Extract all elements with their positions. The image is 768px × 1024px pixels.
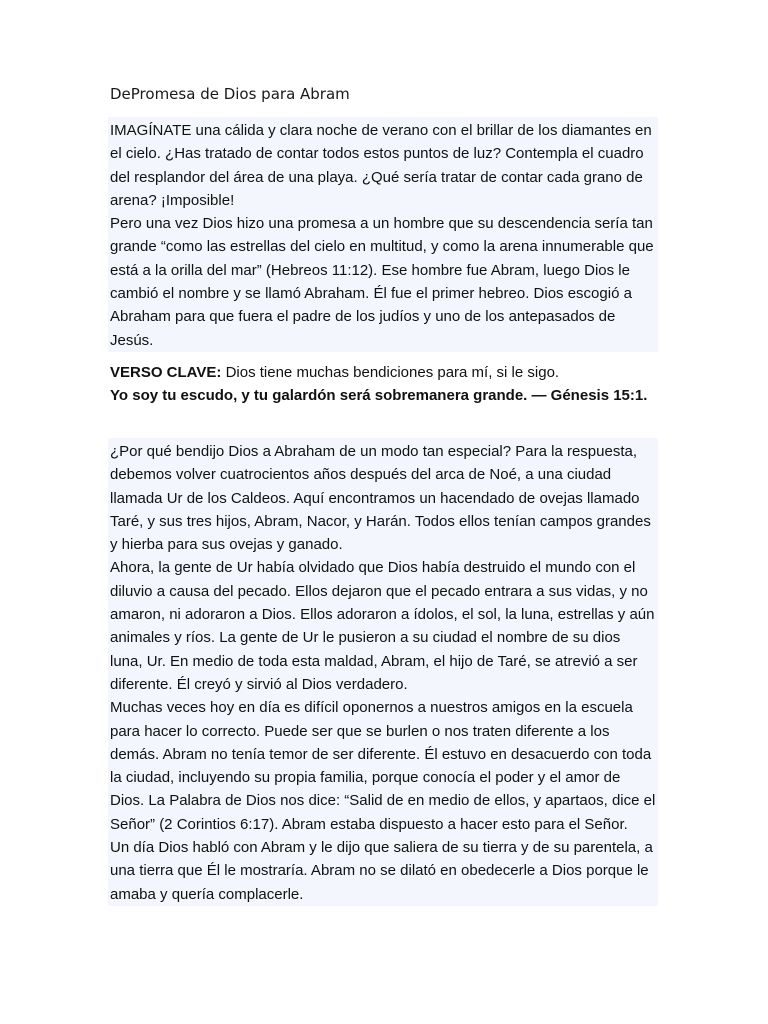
paragraph: IMAGÍNATE una cálida y clara noche de verano con el brillar de los diamantes en el cielo. ¿Has tratado de contar todos estos puntos de luz? Contempla el cuadro del resplandor del área de una playa. ¿Qué sería tratar de contar cada grano de arena? ¡Imposible! [110,122,652,209]
paragraph: Ahora, la gente de Ur había olvidado que Dios había destruido el mundo con el diluvio a causa del pecado. Ellos dejaron que el pecado entrara a sus vidas, y no amaron, ni adoraron a Dios. Ellos adoraron a ídolos, el sol, la luna, estrellas y aún animales y ríos. La gente de Ur le pusieron a su ciudad el nombre de su dios luna, Ur. En medio de toda esta maldad, Abram, el hijo de Taré, se atrevió a ser diferente. Él creyó y sirvió al Dios verdadero. [110,559,655,693]
paragraph: Un día Dios habló con Abram y le dijo que saliera de su tierra y de su parentela, a una tierra que Él le mostraría. Abram no se dilató en obedecerle a Dios porque le amaba y quería complacerle. [110,839,653,903]
key-verse-quote: Yo soy tu escudo, y tu galardón será sobremanera grande. — Génesis 15:1. [110,387,648,405]
paragraph: Pero una vez Dios hizo una promesa a un hombre que su descendencia sería tan grande “como las estrellas del cielo en multitud, y como la arena innumerable que está a la orilla del mar” (Hebreos 11:12). Ese hombre fue Abram, luego Dios le cambió el nombre y se llamó Abraham. Él fue el primer hebreo. Dios escogió a Abraham para que fuera el padre de los judíos y uno de los antepasados de Jesús. [110,215,654,349]
paragraph: ¿Por qué bendijo Dios a Abraham de un modo tan especial? Para la respuesta, debemos volver cuatrocientos años después del arca de Noé, a una ciudad llamada Ur de los Caldeos. Aquí encontramos un hacendado de ovejas llamado Taré, y sus tres hijos, Abram, Nacor, y Harán. Todos ellos tenían campos grandes y hierba para sus ovejas y ganado. [110,443,651,554]
document-title: DePromesa de Dios para Abram [110,85,350,103]
key-verse-section [110,361,658,408]
key-verse-line [110,361,658,384]
key-verse-label: VERSO CLAVE: [110,364,222,381]
key-verse-text: Dios tiene muchas bendiciones para mí, si le sigo. [221,364,560,381]
intro-section [108,117,658,352]
story-section [108,438,658,906]
paragraph: Muchas veces hoy en día es difícil oponernos a nuestros amigos en la escuela para hacer lo correcto. Puede ser que se burlen o nos traten diferente a los demás. Abram no tenía temor de ser diferente. Él estuvo en desacuerdo con toda la ciudad, incluyendo su propia familia, porque conocía el poder y el amor de Dios. La Palabra de Dios nos dice: “Salid de en medio de ellos, y apartaos, dice el Señor” (2 Corintios 6:17). Abram estaba dispuesto a hacer esto para el Señor. [110,699,656,833]
